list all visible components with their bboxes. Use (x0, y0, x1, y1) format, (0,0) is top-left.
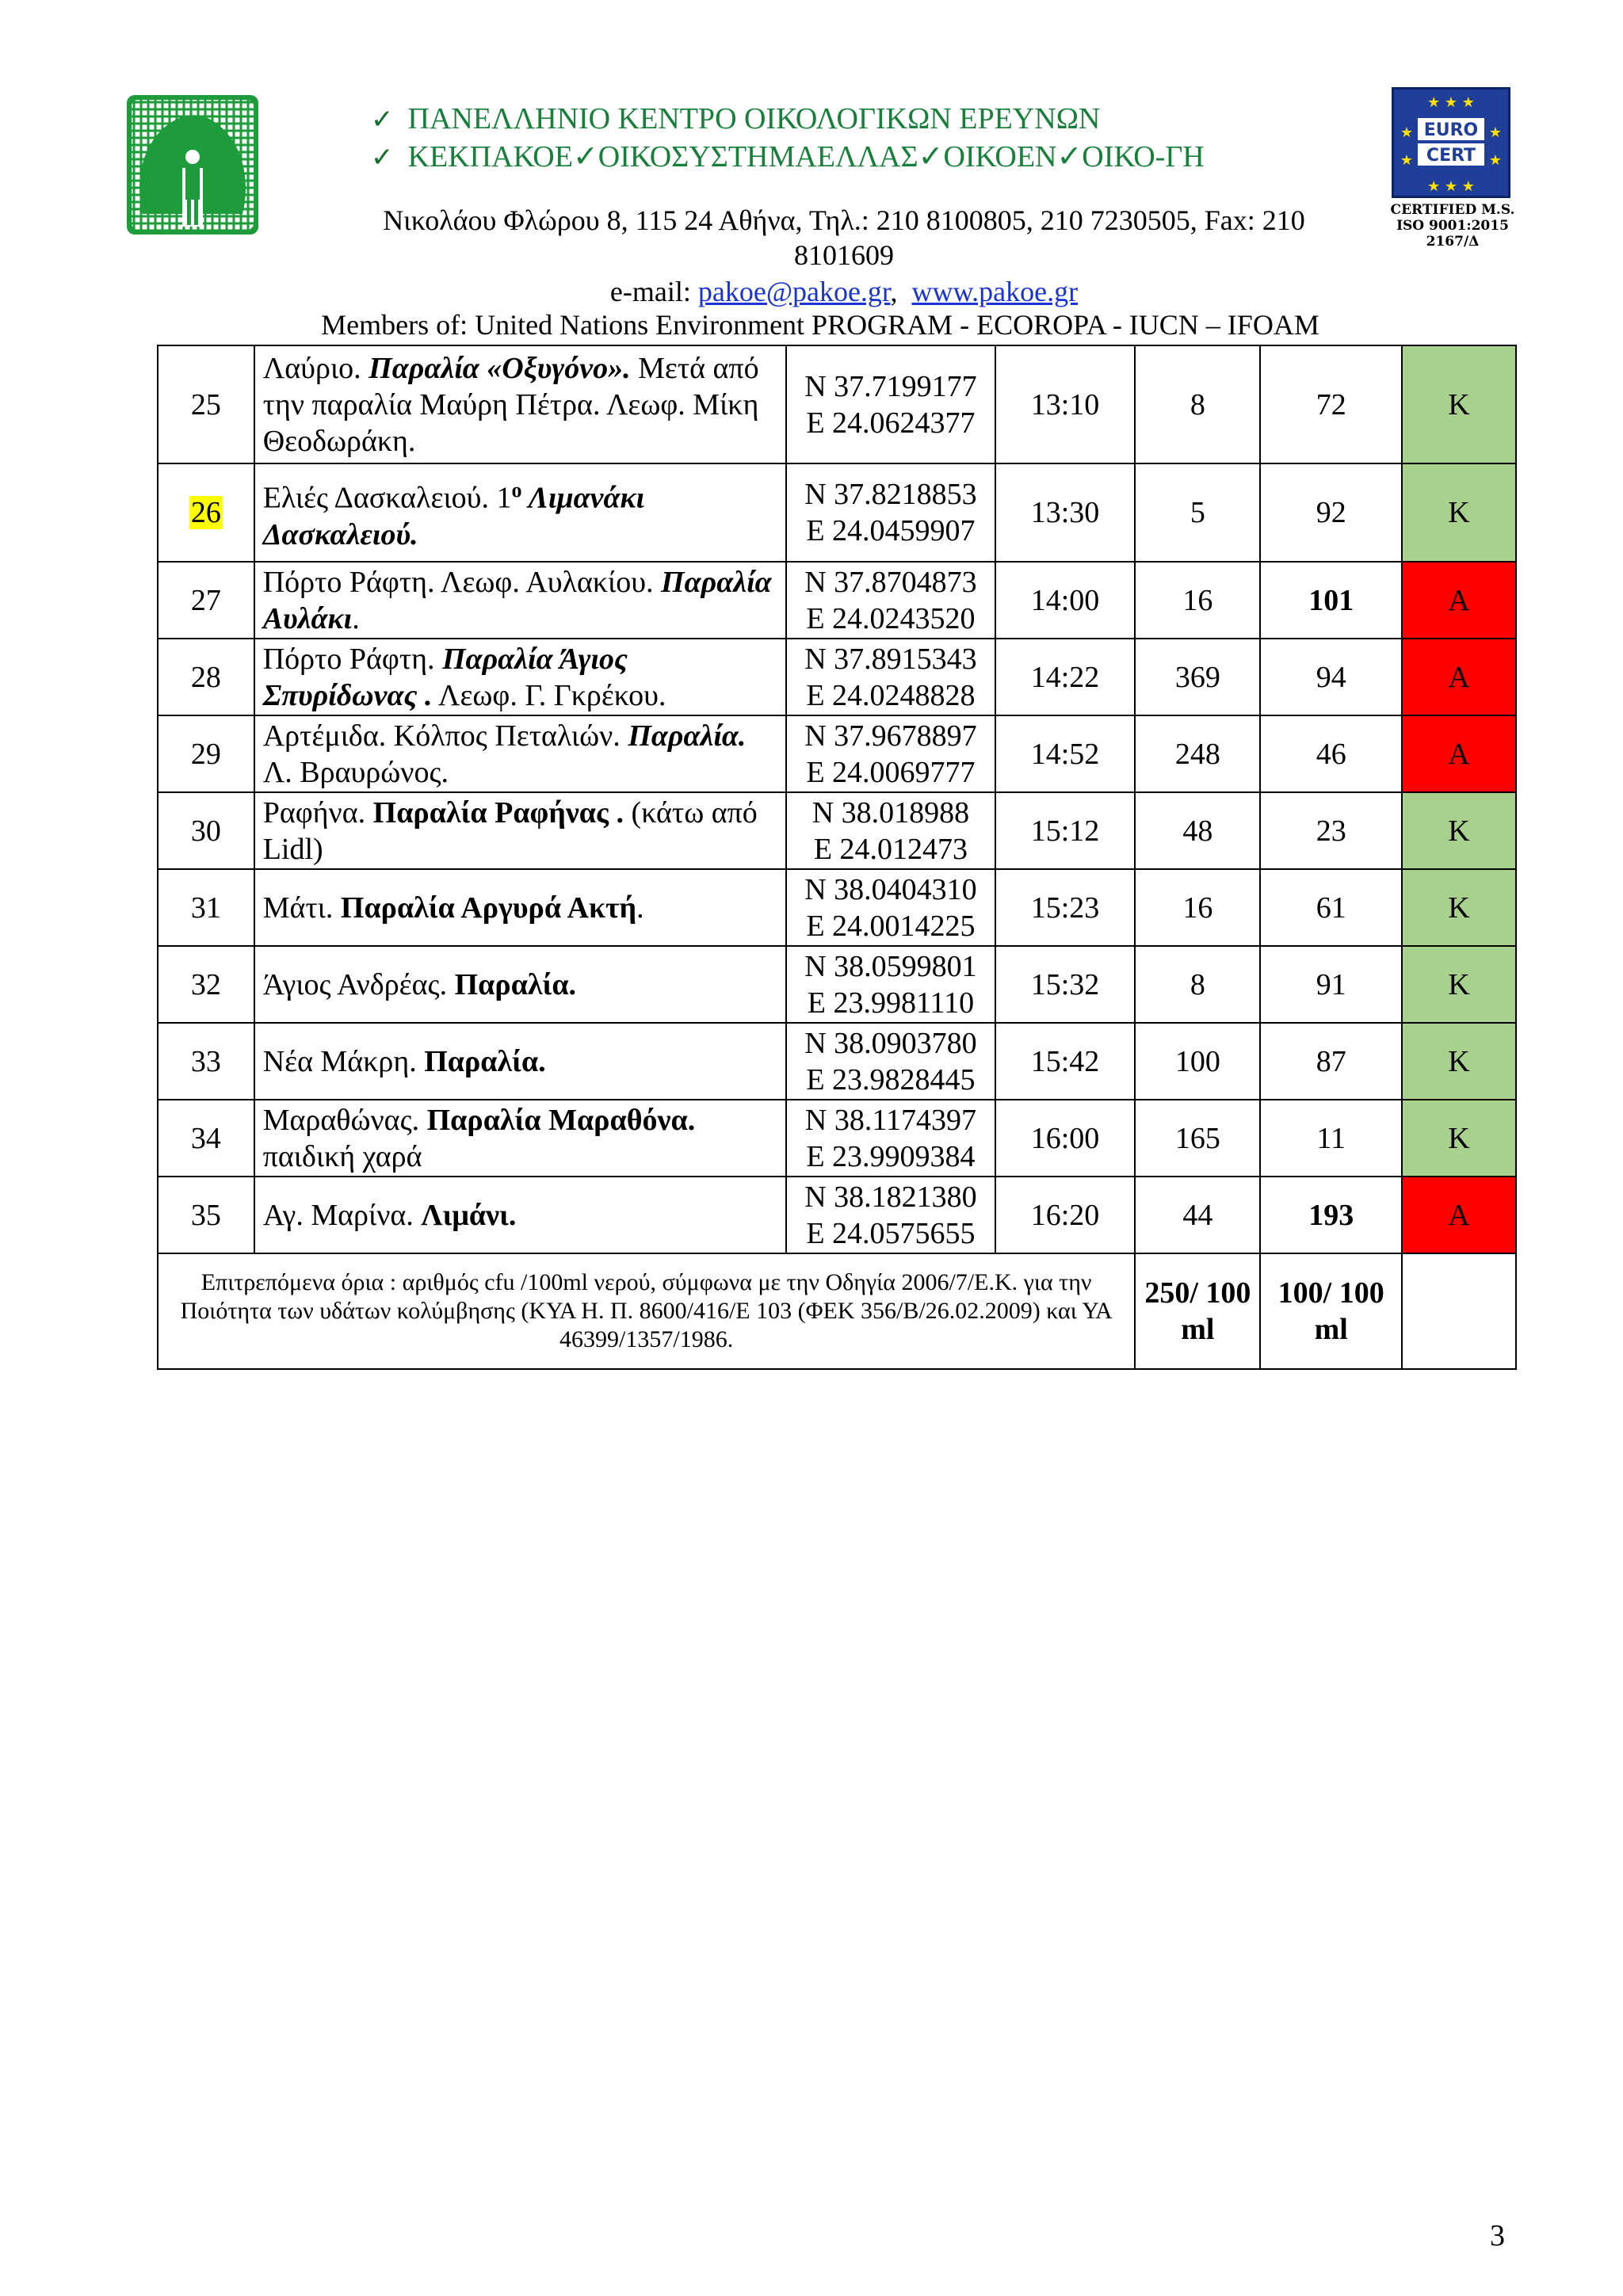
check-icon: ✓ (371, 142, 394, 174)
enterococci-count: 46 (1260, 715, 1401, 792)
enterococci-count: 87 (1260, 1023, 1401, 1100)
org-list: ΚΕΚΠΑΚΟΕ✓ΟΙΚΟΣΥΣΤΗΜΑΕΛΛΑΣ✓ΟΙΚΟΕΝ✓ΟΙΚΟ-ΓΗ (407, 140, 1205, 174)
row-number-text: 33 (190, 1044, 221, 1078)
ecoli-count: 16 (1135, 869, 1260, 946)
location-cell (254, 869, 786, 946)
eu-stars-icon (1394, 90, 1508, 196)
enterococci-count: 193 (1260, 1177, 1401, 1253)
ecoli-count: 5 (1135, 463, 1260, 562)
caption-line: 2167/Δ (1426, 234, 1480, 250)
location-cell (254, 562, 786, 639)
quality-status: Κ (1402, 792, 1516, 869)
location-cell (254, 1100, 786, 1177)
coordinates-cell (786, 1177, 995, 1253)
coordinates-cell (786, 463, 995, 562)
sample-time: 14:00 (995, 562, 1135, 639)
sample-time: 15:42 (995, 1023, 1135, 1100)
pakoe-logo (127, 95, 258, 235)
limits-note: Επιτρεπόμενα όρια : αριθμός cfu /100ml νερού, σύμφωνα με την Οδηγία 2006/7/Ε.Κ. για την Ποιότητα των υδάτων κολύμβησης (ΚΥΑ Η. Π. 8600/416/Ε 103 (ΦΕΚ 356/Β/26.02.2009) και ΥΑ 46399/1357/1986. (158, 1253, 1135, 1369)
coordinates-cell (786, 869, 995, 946)
table-row (158, 562, 1516, 639)
sample-time: 13:30 (995, 463, 1135, 562)
enterococci-count: 101 (1260, 562, 1401, 639)
location-text: Πόρτο Ράφτη. Λεωφ. Αυλακίου. (262, 565, 662, 599)
enterococci-count: 91 (1260, 946, 1401, 1023)
location-cell (254, 715, 786, 792)
beach-name: Λιμάνι. (421, 1198, 517, 1232)
location-text: Ραφήνα. (262, 795, 373, 830)
ecoli-count: 48 (1135, 792, 1260, 869)
row-number (158, 792, 254, 869)
location-text: Νέα Μάκρη. (262, 1044, 425, 1078)
ecoli-count: 8 (1135, 946, 1260, 1023)
longitude: E 24.0248828 (806, 678, 976, 712)
ecoli-count: 44 (1135, 1177, 1260, 1253)
latitude: N 37.7199177 (804, 369, 977, 403)
caption-line: ISO 9001:2015 (1396, 218, 1509, 234)
location-text: Ελιές Δασκαλειού. 1 (262, 481, 512, 515)
location-cell (254, 946, 786, 1023)
svg-text:★ ★ ★: ★ ★ ★ (1427, 178, 1475, 195)
beach-name: Παραλία Ραφήνας . (372, 795, 624, 830)
limits-row (158, 1253, 1516, 1369)
quality-status: Κ (1402, 1100, 1516, 1177)
latitude: N 38.0903780 (804, 1026, 977, 1060)
latitude: N 38.1821380 (804, 1180, 977, 1214)
location-cell (254, 792, 786, 869)
location-detail: Λεωφ. Γ. Γκρέκου. (432, 678, 666, 712)
longitude: E 24.0624377 (806, 406, 976, 440)
row-number-text: 31 (190, 891, 221, 925)
row-number-text: 32 (190, 967, 221, 1001)
table-row (158, 1177, 1516, 1253)
quality-status: Α (1402, 1177, 1516, 1253)
ecoli-count: 16 (1135, 562, 1260, 639)
enterococci-count: 11 (1260, 1100, 1401, 1177)
latitude: N 38.0404310 (804, 872, 977, 906)
sample-time: 16:00 (995, 1100, 1135, 1177)
quality-status: Α (1402, 562, 1516, 639)
svg-text:★: ★ (1488, 124, 1503, 141)
row-number-text: 35 (190, 1198, 221, 1232)
location-text: Πόρτο Ράφτη. (262, 642, 442, 676)
location-text: Αρτέμιδα. Κόλπος Πεταλιών. (262, 719, 628, 753)
row-number-text: 29 (190, 737, 221, 771)
row-number (158, 562, 254, 639)
ecoli-count: 248 (1135, 715, 1260, 792)
row-number (158, 946, 254, 1023)
contact-separator: , (890, 276, 898, 307)
svg-text:★: ★ (1400, 124, 1414, 141)
ecoli-count: 369 (1135, 639, 1260, 715)
longitude: E 24.0243520 (806, 601, 976, 635)
website-link[interactable]: www.pakoe.gr (911, 276, 1079, 307)
longitude: E 23.9981110 (807, 986, 975, 1020)
latitude: N 38.1174397 (804, 1103, 976, 1137)
row-number (158, 715, 254, 792)
location-text: Αγ. Μαρίνα. (262, 1198, 422, 1232)
org-list-line (371, 139, 1205, 175)
location-cell (254, 639, 786, 715)
latitude: N 37.8218853 (804, 478, 977, 511)
row-number-text: 25 (190, 387, 221, 421)
table-row (158, 1023, 1516, 1100)
logo-text-cert: CERT (1426, 146, 1476, 166)
coordinates-cell (786, 562, 995, 639)
table-row (158, 463, 1516, 562)
eurocert-logo (1392, 87, 1510, 198)
sample-time: 14:52 (995, 715, 1135, 792)
row-number (158, 1177, 254, 1253)
location-detail: Λ. Βραυρώνος. (262, 755, 449, 789)
quality-status: Κ (1402, 345, 1516, 463)
quality-status: Κ (1402, 869, 1516, 946)
longitude: E 23.9909384 (806, 1139, 976, 1173)
row-number (158, 463, 254, 562)
coordinates-cell (786, 946, 995, 1023)
beach-name: Παραλία. (424, 1044, 546, 1078)
row-number (158, 639, 254, 715)
latitude: N 37.8915343 (804, 642, 977, 676)
svg-text:★ ★ ★: ★ ★ ★ (1427, 94, 1475, 111)
enterococci-count: 23 (1260, 792, 1401, 869)
location-text: Άγιος Ανδρέας. (262, 967, 455, 1001)
beach-name: Παραλία. (628, 719, 747, 753)
address-line: Νικολάου Φλώρου 8, 115 24 Αθήνα, Τηλ.: 210 8100805, 210 7230505, Fax: 210 (383, 204, 1305, 236)
coordinates-cell (786, 715, 995, 792)
org-name-line (371, 101, 1100, 137)
beach-name: Παραλία «Οξυγόνο». (369, 351, 631, 385)
ecoli-count: 100 (1135, 1023, 1260, 1100)
row-number-text: 28 (190, 660, 221, 694)
location-text: Μαραθώνας. (262, 1103, 427, 1137)
longitude: E 24.0069777 (806, 755, 976, 789)
superscript: ο (511, 479, 522, 502)
location-text: Λαύριο. (262, 351, 369, 385)
table-row (158, 869, 1516, 946)
location-cell (254, 1023, 786, 1100)
email-label: e-mail: (609, 276, 691, 307)
limits-empty-cell (1402, 1253, 1516, 1369)
table-row (158, 792, 1516, 869)
row-number-text: 26 (190, 496, 221, 529)
beach-name: Παραλία Αργυρά Ακτή (340, 891, 637, 925)
sample-time: 15:12 (995, 792, 1135, 869)
coordinates-cell (786, 639, 995, 715)
enterococci-count: 61 (1260, 869, 1401, 946)
location-detail: (κάτω από Lidl) (262, 795, 758, 866)
contact-line (317, 274, 1371, 309)
beach-name: Λιμανάκι Δασκαλειού. (262, 481, 645, 551)
quality-status: Κ (1402, 463, 1516, 562)
check-icon: ✓ (371, 104, 394, 135)
members-line: Members of: United Nations Environment PROGRAM - ECOROPA - IUCN – IFOAM (321, 309, 1319, 341)
table-row (158, 715, 1516, 792)
latitude: N 37.8704873 (804, 565, 977, 599)
sample-time: 16:20 (995, 1177, 1135, 1253)
beach-name: Παραλία. (454, 967, 577, 1001)
table-row (158, 1100, 1516, 1177)
limit-value-2: 100/ 100 ml (1260, 1253, 1401, 1369)
logo-text-euro: EURO (1423, 120, 1479, 140)
water-quality-table (157, 345, 1517, 1370)
row-number (158, 1100, 254, 1177)
coordinates-cell (786, 345, 995, 463)
quality-status: Κ (1402, 1023, 1516, 1100)
ecoli-count: 165 (1135, 1100, 1260, 1177)
quality-status: Κ (1402, 946, 1516, 1023)
org-name: ΠΑΝΕΛΛΗΝΙΟ ΚΕΝΤΡΟ ΟΙΚΟΛΟΓΙΚΩΝ ΕΡΕΥΝΩΝ (407, 102, 1101, 135)
tree-icon (127, 95, 258, 235)
email-link[interactable]: pakoe@pakoe.gr (697, 276, 891, 307)
location-detail: παιδική χαρά (262, 1139, 422, 1173)
table-row (158, 639, 1516, 715)
location-text: Μάτι. (262, 891, 341, 925)
coordinates-cell (786, 792, 995, 869)
sample-time: 13:10 (995, 345, 1135, 463)
row-number-text: 34 (190, 1121, 221, 1155)
table-body (158, 345, 1516, 1253)
quality-status: Α (1402, 715, 1516, 792)
longitude: E 24.0459907 (806, 514, 976, 547)
ecoli-count: 8 (1135, 345, 1260, 463)
row-number (158, 1023, 254, 1100)
svg-text:★: ★ (1488, 152, 1503, 169)
quality-status: Α (1402, 639, 1516, 715)
longitude: E 24.0014225 (806, 909, 976, 943)
enterococci-count: 72 (1260, 345, 1401, 463)
table-row (158, 946, 1516, 1023)
beach-name: Παραλία Αυλάκι (262, 565, 772, 635)
coordinates-cell (786, 1023, 995, 1100)
row-number-text: 30 (190, 814, 221, 848)
sample-time: 14:22 (995, 639, 1135, 715)
enterococci-count: 94 (1260, 639, 1401, 715)
latitude: N 38.0599801 (804, 949, 977, 983)
sample-time: 15:23 (995, 869, 1135, 946)
svg-text:★: ★ (1400, 152, 1414, 169)
row-number-text: 27 (190, 583, 221, 617)
location-cell (254, 1177, 786, 1253)
location-detail: . (636, 891, 644, 925)
longitude: E 24.012473 (813, 832, 968, 866)
limit-value-1: 250/ 100 ml (1135, 1253, 1260, 1369)
location-detail: Μετά από την παραλία Μαύρη Πέτρα. Λεωφ. Μίκη Θεοδωράκη. (262, 351, 759, 458)
beach-name: Παραλία Άγιος Σπυρίδωνας . (262, 642, 628, 712)
row-number (158, 869, 254, 946)
page-number: 3 (1490, 2219, 1505, 2252)
certification-caption (1379, 202, 1526, 250)
coordinates-cell (786, 1100, 995, 1177)
location-cell (254, 463, 786, 562)
sample-time: 15:32 (995, 946, 1135, 1023)
longitude: E 23.9828445 (806, 1062, 976, 1097)
fax-continuation: 8101609 (794, 239, 894, 271)
latitude: N 37.9678897 (804, 719, 977, 753)
caption-line: CERTIFIED M.S. (1390, 202, 1515, 218)
enterococci-count: 92 (1260, 463, 1401, 562)
location-cell (254, 345, 786, 463)
longitude: E 24.0575655 (806, 1216, 976, 1250)
location-detail: . (352, 601, 360, 635)
table-row (158, 345, 1516, 463)
beach-name: Παραλία Μαραθόνα. (426, 1103, 696, 1137)
latitude: N 38.018988 (812, 795, 970, 830)
row-number (158, 345, 254, 463)
